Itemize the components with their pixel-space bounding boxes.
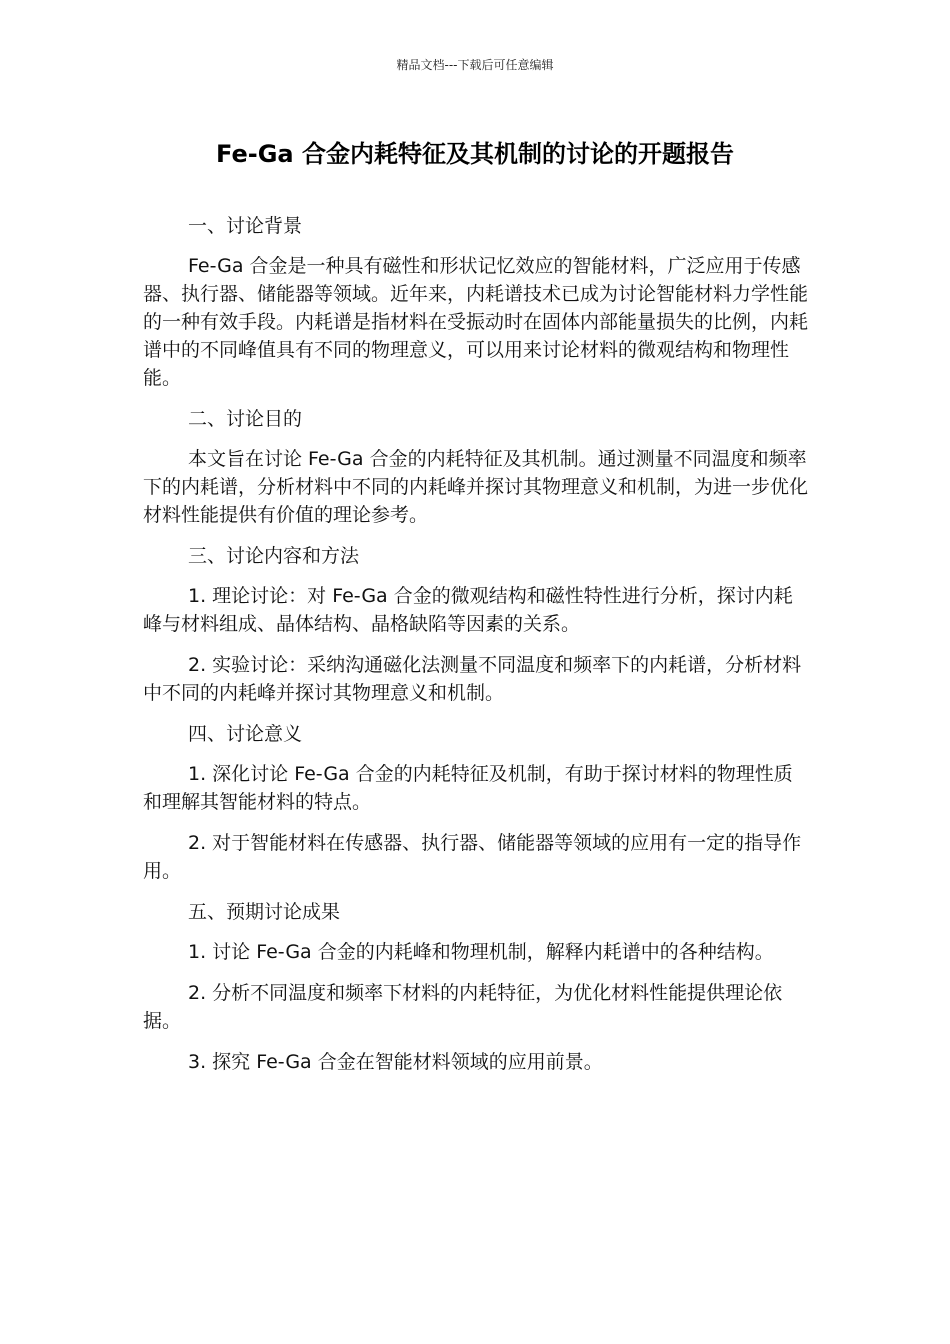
content-methods-item-1: 1. 理论讨论：对 Fe-Ga 合金的微观结构和磁性特性进行分析，探讨内耗峰与材料组成、晶体结构、晶格缺陷等因素的关系。 — [143, 585, 793, 635]
section-heading-background: 一、讨论背景 — [188, 215, 303, 237]
significance-item-1: 1. 深化讨论 Fe-Ga 合金的内耗特征及机制，有助于探讨材料的物理性质和理解其智能材料的特点。 — [143, 763, 793, 813]
document-title: Fe-Ga 合金内耗特征及其机制的讨论的开题报告 — [216, 140, 734, 168]
section-heading-expected-results: 五、预期讨论成果 — [188, 901, 341, 923]
header-note: 精品文档---下载后可任意编辑 — [396, 58, 554, 72]
document-body — [143, 212, 811, 1089]
background-paragraph: Fe-Ga 合金是一种具有磁性和形状记忆效应的智能材料，广泛应用于传感器、执行器、储能器等领域。近年来，内耗谱技术已成为讨论智能材料力学性能的一种有效手段。内耗谱是指材料在受振动时在固体内部能量损失的比例，内耗谱中的不同峰值具有不同的物理意义，可以用来讨论材料的微观结构和物理性能。 — [143, 255, 809, 389]
expected-results-item-3: 3. 探究 Fe-Ga 合金在智能材料领域的应用前景。 — [188, 1051, 603, 1073]
section-heading-purpose: 二、讨论目的 — [188, 408, 303, 430]
expected-results-item-1: 1. 讨论 Fe-Ga 合金的内耗峰和物理机制，解释内耗谱中的各种结构。 — [188, 941, 774, 963]
section-heading-significance: 四、讨论意义 — [188, 723, 303, 745]
section-heading-content-methods: 三、讨论内容和方法 — [188, 545, 360, 567]
expected-results-item-2: 2. 分析不同温度和频率下材料的内耗特征，为优化材料性能提供理论依据。 — [143, 982, 783, 1032]
content-methods-item-2: 2. 实验讨论：采纳沟通磁化法测量不同温度和频率下的内耗谱，分析材料中不同的内耗峰并探讨其物理意义和机制。 — [143, 654, 802, 704]
purpose-paragraph: 本文旨在讨论 Fe-Ga 合金的内耗特征及其机制。通过测量不同温度和频率下的内耗谱，分析材料中不同的内耗峰并探讨其物理意义和机制，为进一步优化材料性能提供有价值的理论参考。 — [143, 448, 809, 526]
significance-item-2: 2. 对于智能材料在传感器、执行器、储能器等领域的应用有一定的指导作用。 — [143, 832, 802, 882]
